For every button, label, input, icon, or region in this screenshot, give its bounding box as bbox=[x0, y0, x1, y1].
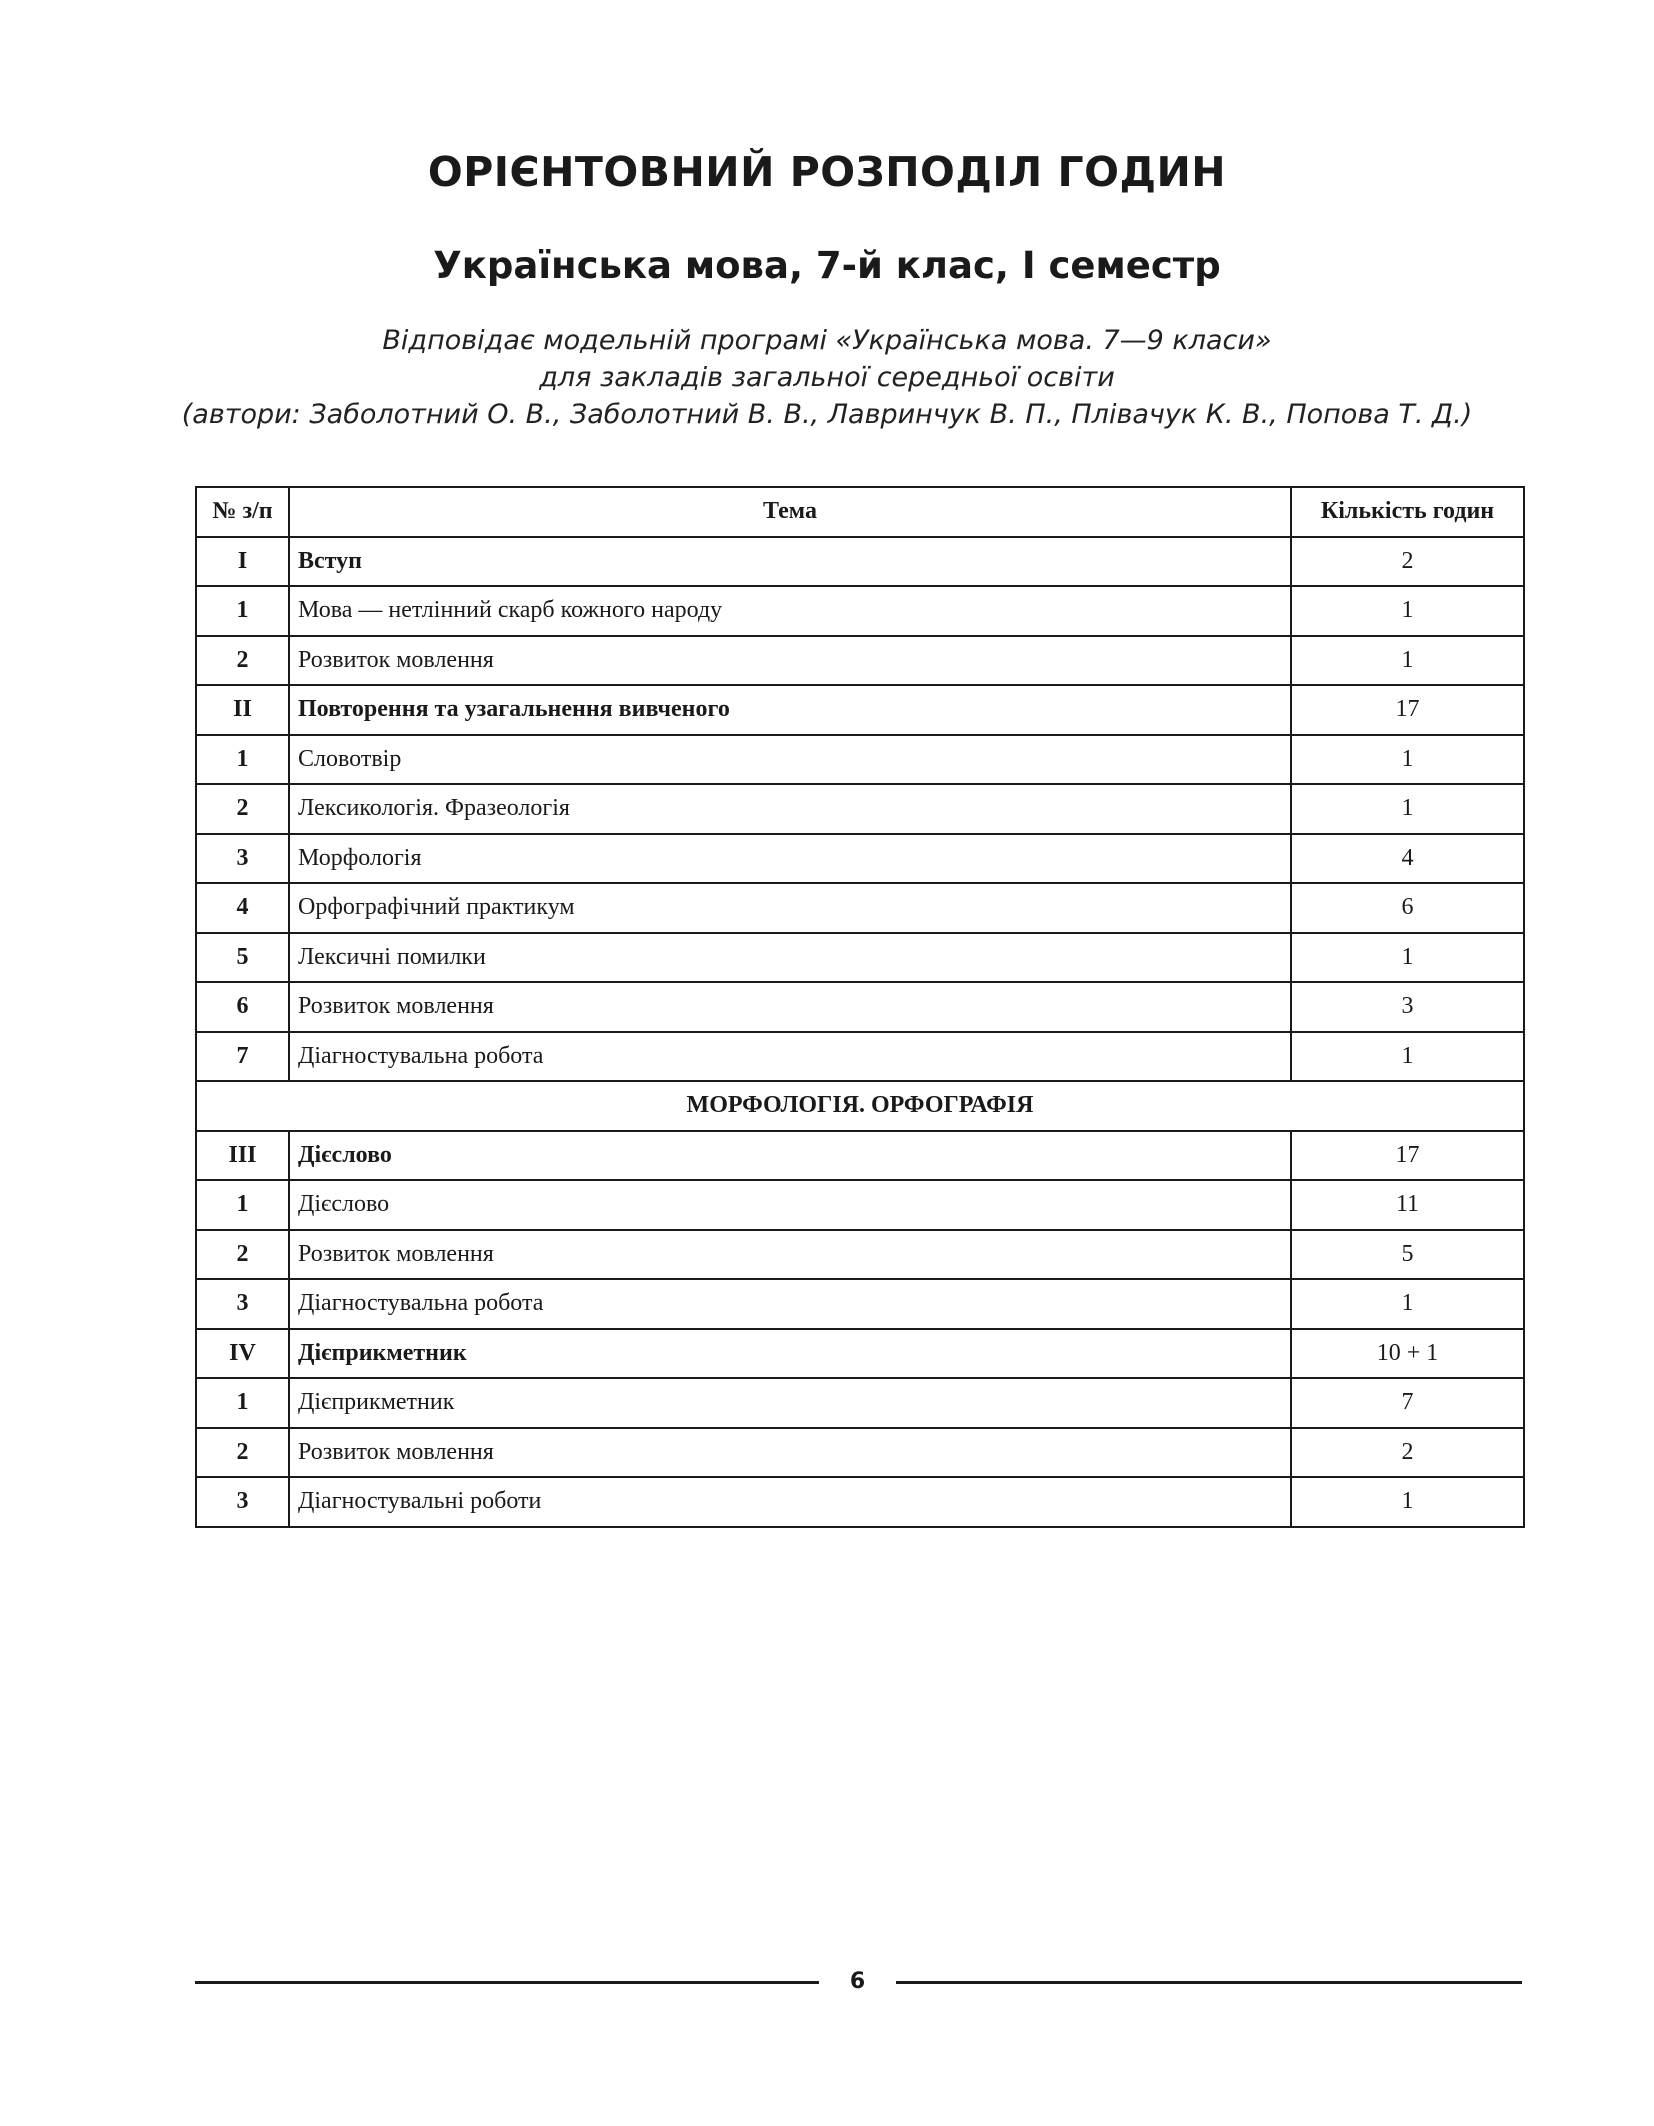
row-hours: 4 bbox=[1291, 834, 1524, 884]
row-topic: Розвиток мовлення bbox=[289, 982, 1291, 1032]
row-hours: 1 bbox=[1291, 1032, 1524, 1082]
row-number: 4 bbox=[196, 883, 289, 933]
table-body bbox=[196, 537, 1524, 1527]
table-row bbox=[196, 883, 1524, 933]
row-hours: 1 bbox=[1291, 784, 1524, 834]
row-topic: Повторення та узагальнення вивченого bbox=[289, 685, 1291, 735]
table-row bbox=[196, 1279, 1524, 1329]
table-row bbox=[196, 1378, 1524, 1428]
table-row bbox=[196, 685, 1524, 735]
row-number: 2 bbox=[196, 1428, 289, 1478]
row-number: 1 bbox=[196, 735, 289, 785]
row-number: 3 bbox=[196, 834, 289, 884]
row-topic: Орфографічний практикум bbox=[289, 883, 1291, 933]
program-note-line: для закладів загальної середньої освіти bbox=[539, 362, 1115, 393]
table-row bbox=[196, 834, 1524, 884]
row-hours: 2 bbox=[1291, 537, 1524, 587]
table-row bbox=[196, 537, 1524, 587]
row-number: IV bbox=[196, 1329, 289, 1379]
row-topic: Мова — нетлінний скарб кожного народу bbox=[289, 586, 1291, 636]
row-hours: 1 bbox=[1291, 636, 1524, 686]
row-topic: Діагностувальна робота bbox=[289, 1279, 1291, 1329]
page-subtitle: Українська мова, 7-й клас, І семестр bbox=[433, 244, 1221, 287]
row-hours: 1 bbox=[1291, 933, 1524, 983]
row-number: II bbox=[196, 685, 289, 735]
row-hours: 1 bbox=[1291, 735, 1524, 785]
page-number: 6 bbox=[849, 1969, 866, 1994]
section-divider-label: МОРФОЛОГІЯ. ОРФОГРАФІЯ bbox=[196, 1081, 1524, 1131]
row-hours: 3 bbox=[1291, 982, 1524, 1032]
row-topic: Дієприкметник bbox=[289, 1378, 1291, 1428]
table-row bbox=[196, 636, 1524, 686]
table-row bbox=[196, 982, 1524, 1032]
table-divider-row bbox=[196, 1081, 1524, 1131]
row-topic: Лексикологія. Фразеологія bbox=[289, 784, 1291, 834]
hours-table bbox=[195, 486, 1525, 1528]
table-row bbox=[196, 1477, 1524, 1527]
row-number: III bbox=[196, 1131, 289, 1181]
row-number: 1 bbox=[196, 586, 289, 636]
table-row bbox=[196, 1329, 1524, 1379]
row-hours: 17 bbox=[1291, 685, 1524, 735]
row-topic: Словотвір bbox=[289, 735, 1291, 785]
row-hours: 1 bbox=[1291, 1279, 1524, 1329]
row-topic: Лексичні помилки bbox=[289, 933, 1291, 983]
row-topic: Діагностувальні роботи bbox=[289, 1477, 1291, 1527]
table-row bbox=[196, 586, 1524, 636]
row-hours: 7 bbox=[1291, 1378, 1524, 1428]
row-topic: Діагностувальна робота bbox=[289, 1032, 1291, 1082]
row-hours: 11 bbox=[1291, 1180, 1524, 1230]
table-row bbox=[196, 933, 1524, 983]
row-number: 1 bbox=[196, 1180, 289, 1230]
row-hours: 17 bbox=[1291, 1131, 1524, 1181]
row-number: 3 bbox=[196, 1279, 289, 1329]
page-title: ОРІЄНТОВНИЙ РОЗПОДІЛ ГОДИН bbox=[427, 148, 1227, 196]
row-number: 5 bbox=[196, 933, 289, 983]
table-row bbox=[196, 1032, 1524, 1082]
row-number: 2 bbox=[196, 784, 289, 834]
table-row bbox=[196, 735, 1524, 785]
row-topic: Розвиток мовлення bbox=[289, 636, 1291, 686]
row-topic: Вступ bbox=[289, 537, 1291, 587]
row-topic: Розвиток мовлення bbox=[289, 1230, 1291, 1280]
row-hours: 6 bbox=[1291, 883, 1524, 933]
row-hours: 5 bbox=[1291, 1230, 1524, 1280]
row-number: 2 bbox=[196, 1230, 289, 1280]
row-topic: Дієслово bbox=[289, 1131, 1291, 1181]
column-header-topic: Тема bbox=[289, 487, 1291, 537]
row-number: 3 bbox=[196, 1477, 289, 1527]
row-hours: 1 bbox=[1291, 1477, 1524, 1527]
table-row bbox=[196, 1131, 1524, 1181]
table-row bbox=[196, 1230, 1524, 1280]
row-hours: 2 bbox=[1291, 1428, 1524, 1478]
row-number: 1 bbox=[196, 1378, 289, 1428]
row-topic: Розвиток мовлення bbox=[289, 1428, 1291, 1478]
footer-rule-right bbox=[896, 1981, 1522, 1984]
column-header-hours: Кількість годин bbox=[1291, 487, 1524, 537]
row-number: 7 bbox=[196, 1032, 289, 1082]
footer-rule-left bbox=[195, 1981, 819, 1984]
table-row bbox=[196, 784, 1524, 834]
table-header-row bbox=[196, 487, 1524, 537]
table-row bbox=[196, 1428, 1524, 1478]
program-note bbox=[0, 322, 1654, 433]
row-hours: 1 bbox=[1291, 586, 1524, 636]
row-hours: 10 + 1 bbox=[1291, 1329, 1524, 1379]
program-note-line: Відповідає модельній програмі «Українська мова. 7—9 класи» bbox=[382, 325, 1272, 356]
row-topic: Дієслово bbox=[289, 1180, 1291, 1230]
row-topic: Морфологія bbox=[289, 834, 1291, 884]
row-number: I bbox=[196, 537, 289, 587]
row-number: 6 bbox=[196, 982, 289, 1032]
row-number: 2 bbox=[196, 636, 289, 686]
program-note-line: (автори: Заболотний О. В., Заболотний В. В., Лавринчук В. П., Плівачук К. В., Попова Т. Д.) bbox=[181, 399, 1473, 430]
column-header-number: № з/п bbox=[196, 487, 289, 537]
table-row bbox=[196, 1180, 1524, 1230]
row-topic: Дієприкметник bbox=[289, 1329, 1291, 1379]
